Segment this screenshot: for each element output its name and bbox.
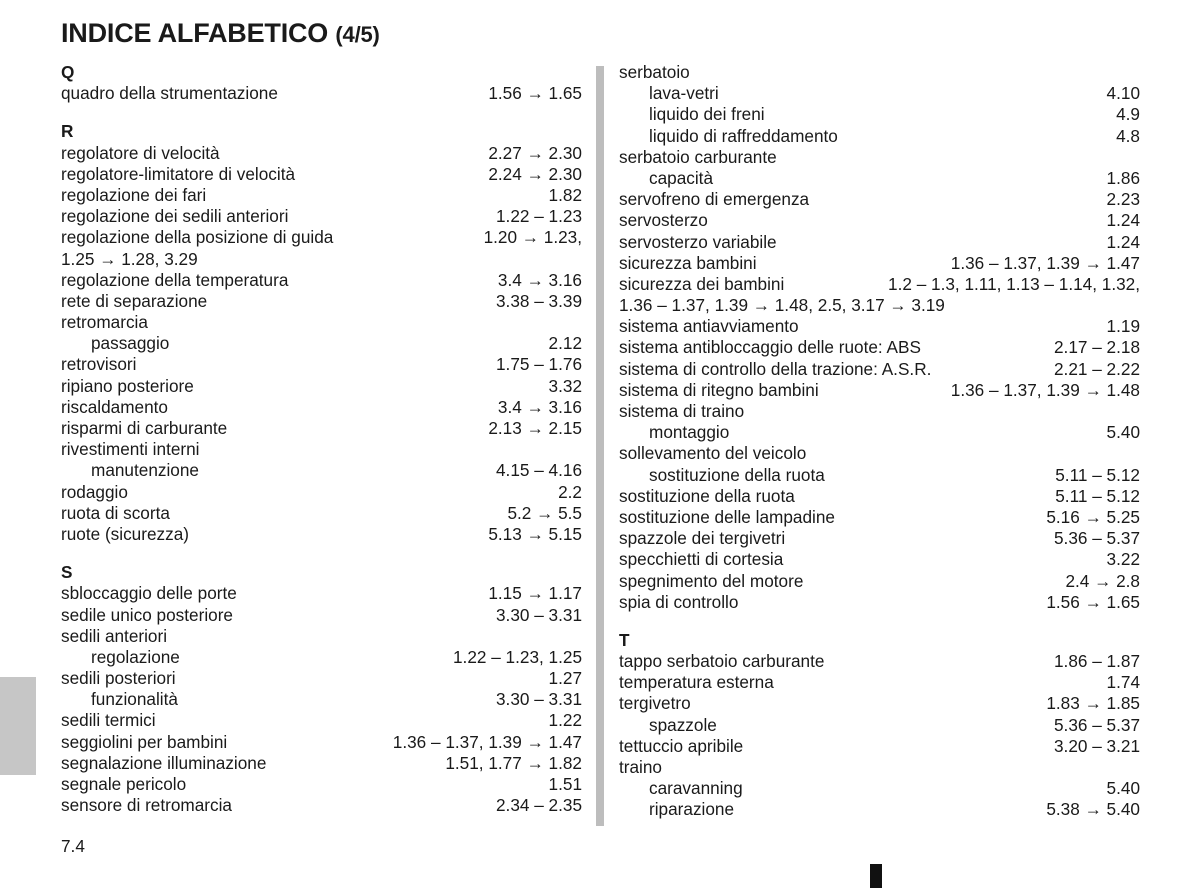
index-subentry [619,168,1140,189]
entry-pages: 1.15 → 1.17 [488,583,582,604]
entry-pages: 4.10 [1106,83,1140,104]
entry-text: regolazione della posizione di guida [61,227,334,248]
index-entry [61,774,582,795]
entry-text: sistema antibloccaggio delle ruote: ABS [619,337,921,358]
entry-pages: 1.19 [1106,316,1140,337]
index-entry [61,83,582,104]
section-letter: R [61,121,74,142]
entry-pages: 2.27 → 2.30 [488,142,582,163]
entry-pages: 3.4 → 3.16 [497,396,582,417]
index-entry [619,736,1140,757]
entry-text: rivestimenti interni [61,439,200,460]
index-entry [61,164,582,185]
entry-text: ruote (sicurezza) [61,523,189,544]
section-gap [61,545,582,562]
entry-text: sollevamento del veicolo [619,443,807,464]
entry-pages: 4.15 – 4.16 [495,460,582,481]
index-heading [619,62,1140,83]
index-entry [61,605,582,626]
index-subentry [619,104,1140,125]
entry-pages: 3.32 [548,375,582,396]
entry-pages: 1.22 – 1.23, 1.25 [452,646,582,667]
entry-pages: 2.17 – 2.18 [1053,337,1140,358]
column-divider [596,66,604,826]
index-entry [619,316,1140,337]
entry-pages: 1.75 – 1.76 [495,354,582,375]
entry-pages: 5.16 → 5.25 [1046,506,1140,527]
section-gap [61,104,582,121]
index-entry [619,693,1140,714]
entry-text: 1.36 – 1.37, 1.39 → 1.48, 2.5, 3.17 → 3.19 [619,295,945,316]
entry-pages: 5.40 [1106,422,1140,443]
index-entry [619,210,1140,231]
entry-pages: 1.24 [1106,231,1140,252]
title-main: INDICE ALFABETICO [61,18,329,48]
entry-pages: 1.24 [1106,210,1140,231]
page-number: 7.4 [61,836,85,856]
entry-text: sedile unico posteriore [61,604,233,625]
index-entry [619,528,1140,549]
entry-pages: 1.36 – 1.37, 1.39 → 1.48 [950,379,1140,400]
section-letter: Q [61,62,75,82]
index-entry [61,503,582,524]
entry-text: sbloccaggio delle porte [61,583,237,604]
entry-text: spia di controllo [619,591,739,612]
entry-text: 1.25 → 1.28, 3.29 [61,248,198,269]
entry-text: regolazione dei sedili anteriori [61,206,289,227]
entry-text: seggiolini per bambini [61,731,228,752]
entry-text: sedili termici [61,710,156,731]
entry-pages: 1.82 [548,184,582,205]
entry-pages: 5.11 – 5.12 [1055,485,1140,506]
entry-pages: 1.74 [1106,672,1140,693]
index-subentry [61,460,582,481]
index-entry [619,486,1140,507]
section-letter: S [61,562,73,583]
page-title [61,18,380,49]
entry-text: capacità [649,167,714,188]
entry-pages: 5.36 – 5.37 [1053,528,1140,549]
index-entry [619,232,1140,253]
index-column-right [619,62,1140,821]
entry-pages: 2.12 [548,333,582,354]
entry-text: temperatura esterna [619,672,774,693]
entry-text: manutenzione [91,460,199,481]
entry-pages: 4.9 [1116,104,1140,125]
index-entry [619,359,1140,380]
index-subentry [619,799,1140,820]
entry-text: serbatoio carburante [619,146,777,167]
index-entry [61,270,582,291]
entry-text: funzionalità [91,689,178,710]
index-subentry [619,715,1140,736]
entry-pages: 1.2 – 1.3, 1.11, 1.13 – 1.14, 1.32, [888,273,1140,294]
entry-text: riscaldamento [61,396,168,417]
index-subentry [619,778,1140,799]
entry-text: regolatore di velocità [61,142,220,163]
entry-text: lava-vetri [649,83,719,104]
index-heading [61,439,582,460]
entry-text: sistema di traino [619,401,745,421]
index-entry [61,732,582,753]
entry-pages: 1.86 – 1.87 [1053,651,1140,672]
entry-pages: 5.38 → 5.40 [1046,799,1140,820]
index-entry [61,291,582,312]
index-subentry [619,83,1140,104]
entry-text: tergivetro [619,693,691,714]
entry-text: serbatoio [619,62,690,82]
entry-pages: 3.22 [1106,549,1140,570]
section-gap [619,613,1140,630]
entry-pages: 1.22 [548,710,582,731]
index-subentry [619,465,1140,486]
entry-pages: 1.20 → 1.23, [483,227,582,248]
index-entry [619,189,1140,210]
entry-text: rodaggio [61,481,128,502]
entry-text: regolazione della temperatura [61,269,289,290]
entry-text: regolazione dei fari [61,184,207,205]
entry-text: servofreno di emergenza [619,189,810,210]
entry-text: liquido dei freni [649,104,765,125]
entry-text: liquido di raffreddamento [649,125,838,146]
index-entry [61,418,582,439]
entry-pages: 3.38 – 3.39 [495,290,582,311]
entry-pages: 2.4 → 2.8 [1065,570,1140,591]
entry-pages: 5.40 [1106,778,1140,799]
entry-pages: 1.56 → 1.65 [1046,591,1140,612]
entry-text: retromarcia [61,312,148,333]
entry-text: rete di separazione [61,290,208,311]
index-entry [619,274,1140,295]
entry-text: sistema di controllo della trazione: A.S.R. [619,358,932,379]
entry-text: risparmi di carburante [61,418,228,438]
index-subentry [61,647,582,668]
title-part: (4/5) [335,22,380,47]
index-entry [619,549,1140,570]
entry-text: sistema di ritegno bambini [619,379,819,400]
index-entry [61,227,582,248]
entry-pages: 1.36 – 1.37, 1.39 → 1.47 [392,731,582,752]
entry-pages: 2.23 [1106,189,1140,210]
section-letter: T [619,629,630,650]
entry-pages: 1.51 [548,774,582,794]
entry-pages: 2.24 → 2.30 [488,163,582,184]
index-entry [61,753,582,774]
index-continuation [619,295,1140,316]
entry-text: sensore di retromarcia [61,795,232,816]
index-subentry [619,126,1140,147]
index-heading [619,757,1140,778]
index-entry [61,795,582,816]
index-subentry [61,333,582,354]
entry-pages: 1.51, 1.77 → 1.82 [445,752,582,773]
entry-text: spazzole dei tergivetri [619,528,786,549]
entry-text: caravanning [649,778,743,799]
entry-text: sedili anteriori [61,625,168,646]
chapter-tab [0,677,36,775]
index-entry [61,583,582,604]
index-entry [619,507,1140,528]
index-heading [619,443,1140,464]
entry-pages: 1.86 [1106,167,1140,188]
index-heading [619,147,1140,168]
entry-text: regolatore-limitatore di velocità [61,163,296,184]
entry-text: sistema antiavviamento [619,316,799,337]
index-entry [619,380,1140,401]
entry-pages: 3.20 – 3.21 [1053,735,1140,756]
index-entry [61,206,582,227]
entry-text: servosterzo [619,210,708,231]
entry-pages: 3.30 – 3.31 [495,689,582,710]
entry-text: servosterzo variabile [619,231,777,252]
index-continuation [61,249,582,270]
entry-pages: 4.8 [1116,125,1140,146]
index-subentry [619,422,1140,443]
entry-text: tappo serbatoio carburante [619,651,825,672]
entry-pages: 3.4 → 3.16 [497,269,582,290]
entry-pages: 2.13 → 2.15 [488,418,582,438]
entry-pages: 5.13 → 5.15 [488,523,582,544]
index-subentry [61,689,582,710]
entry-pages: 1.22 – 1.23 [495,206,582,227]
index-entry [619,253,1140,274]
index-entry [619,672,1140,693]
entry-text: traino [619,757,662,777]
index-entry [61,143,582,164]
index-heading [619,401,1140,422]
index-entry [619,571,1140,592]
entry-text: retrovisori [61,354,137,375]
entry-pages: 2.21 – 2.22 [1053,358,1140,379]
index-heading [61,626,582,647]
entry-text: passaggio [91,333,170,354]
index-entry [61,668,582,689]
index-entry [619,337,1140,358]
entry-text: spazzole [649,714,717,735]
index-column-left [61,62,582,816]
entry-text: sedili posteriori [61,668,176,689]
index-entry [61,376,582,397]
index-entry [61,524,582,545]
entry-text: sostituzione della ruota [649,464,825,485]
entry-pages: 5.11 – 5.12 [1055,464,1140,485]
entry-pages: 5.36 – 5.37 [1053,714,1140,735]
print-mark [870,864,882,888]
entry-text: montaggio [649,422,730,443]
entry-pages: 5.2 → 5.5 [507,502,582,523]
entry-pages: 1.27 [548,668,582,689]
entry-pages: 1.83 → 1.85 [1046,693,1140,714]
entry-text: segnale pericolo [61,774,187,794]
index-entry [61,482,582,503]
entry-text: ruota di scorta [61,502,170,523]
entry-text: tettuccio apribile [619,735,744,756]
entry-text: riparazione [649,799,735,820]
index-entry [61,710,582,731]
entry-text: sicurezza dei bambini [619,273,785,294]
entry-pages: 2.2 [558,481,582,502]
entry-text: ripiano posteriore [61,375,194,396]
entry-pages: 2.34 – 2.35 [495,795,582,816]
entry-text: segnalazione illuminazione [61,752,267,773]
entry-text: regolazione [91,646,180,667]
index-entry [61,397,582,418]
entry-pages: 1.36 – 1.37, 1.39 → 1.47 [950,252,1140,273]
entry-pages: 3.30 – 3.31 [495,604,582,625]
entry-pages: 1.56 → 1.65 [488,83,582,104]
entry-text: specchietti di cortesia [619,549,784,570]
index-heading [61,312,582,333]
entry-text: sicurezza bambini [619,252,757,273]
index-entry [61,354,582,375]
entry-text: spegnimento del motore [619,570,804,591]
entry-text: sostituzione della ruota [619,485,795,506]
index-entry [619,592,1140,613]
entry-text: quadro della strumentazione [61,83,278,104]
index-entry [61,185,582,206]
entry-text: sostituzione delle lampadine [619,506,835,527]
index-entry [619,651,1140,672]
